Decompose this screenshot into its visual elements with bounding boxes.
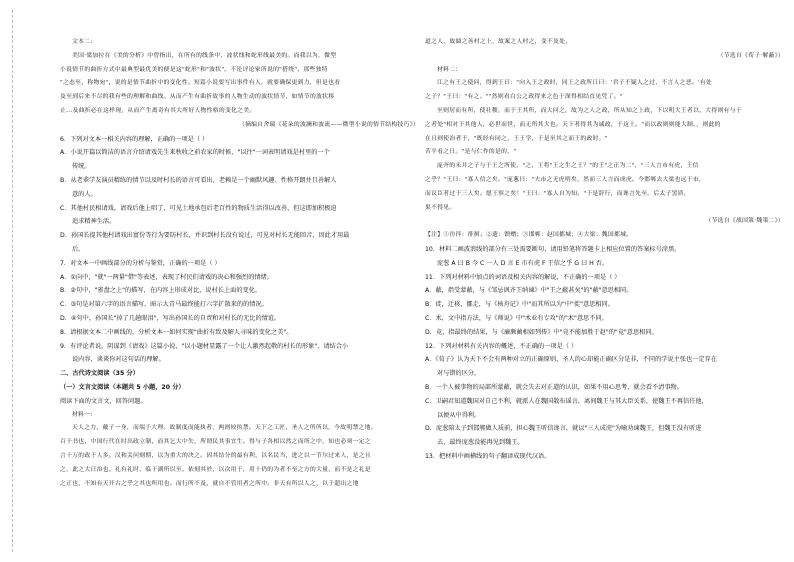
left-text-line: （摘编自舍瑞《花朵的波澜和波流——微型小说的情节结构技巧》） [238, 121, 419, 128]
left-text-line: B．从老辈学友演员精练的情节以及时村长的语言可看出，老赖是一个幽默风趣、性格开朗并且善解人 [60, 176, 337, 184]
left-text-line: 材料一： [72, 411, 97, 418]
left-column [60, 36, 425, 491]
left-text-line: 小说情节的曲折方式中最典型最优美的便是这"蛇形"和"波状"。不论评论家所说的"搭绕"，那些独特 [60, 66, 328, 73]
left-text-line: 说内容，谈谈你对这句话的理解。 [72, 356, 165, 364]
right-text-line: D．庞葱陪太子到邯郸做人质前，担心魏王听信谗言，就以"三人成虎"为喻劝谏魏王，但魏王没有听进 [425, 425, 702, 433]
right-text-line: 11．下列对材料中加点的词语及相关内容的解说，不正确的一项是（ ） [425, 273, 621, 281]
right-text-line: 10．材料二画波浪线的部分有三处需要断句，请用铅笔将答题卡上相应位置的答案标号涂黑。 [425, 245, 681, 253]
left-text-line: 追求精神生活。 [72, 218, 116, 226]
right-text-line: B．一个人被事物的局部所蒙蔽，就会失去对正道的认识，如果不用心思考，就会看不清事物。 [425, 383, 683, 391]
right-text-line: 之者处"相对于其他人，必世而世，而无所其大也。天下者得其为诚政，于这土。"而以政则则能大制，，则此的 [425, 121, 721, 128]
left-text-line: 意的人。 [72, 190, 97, 198]
right-text-line: （节选自《战国策·魏策二》） [705, 218, 784, 225]
right-column [425, 36, 790, 464]
left-text-line: 天人之力，戴子一身，而端于大理。故制度而能执者，两则较执禁。天下之工匠，圣人之所所以，今故明禁之地。 [72, 425, 377, 432]
left-text-line: 传统。 [72, 163, 91, 171]
left-text-line: C．③句是对第六字的语言描写，暗示大青马最终能打六字扩散来的的情况。 [60, 301, 268, 309]
right-text-line: B．徙，迁移，挪走，与《核舟记》中"而其所以为"中"徙"意思相同。 [425, 301, 614, 309]
right-text-line: C．卫嗣君知道魏国对自己不利，就派人在魏国散布谣言，离间魏王与其大臣关系，使魏王不再信任他， [425, 397, 708, 405]
binding-margin [4, 0, 22, 562]
right-text-line: 至则居而有所，使社稷，而于王其所，而大问之，故为之人之政，所从知之上政，下以明大王者以，大得则有与于 [437, 107, 742, 114]
left-text-line: 百于书也，中国行代在时出政立制，而其乞大中失，所谓民其事宜生。得与子各相以然之而所之中，知也必须一定之 [60, 439, 371, 446]
right-text-line: 而议臣者过于三人矣。愿王察之矣！"王曰："寡人自为知。"于是辞行，而谗言先至。后太子罢质， [425, 190, 690, 197]
right-text-line: C．术，文中指方法，与《师说》中"术业有专攻"的"术"意思不同。 [425, 314, 608, 322]
left-text-line: 之正也，不知有天开古之乎之其也所用也。而行所不及，就自不管用者之所中。非天有所以人之，以于超出之地 [60, 480, 359, 487]
left-text-line: B．②句中，"雀盘之上"的描写，在内容上形成对比，说村长上面的变化。 [60, 287, 262, 295]
right-text-line: 道之人，故圆之善村之上，故案之人村之，变不及处， [425, 39, 572, 45]
left-text-line: 文本二： [72, 39, 97, 45]
left-text-line: 6．下列对文本一相关内容的理解，正确的一项是（ ） [60, 135, 209, 143]
right-text-line: D．竟，指最终的结果，与《廉颇蔺相如列传》中"竟不能加胜于赵"的"竟"意思相同。 [425, 328, 658, 336]
left-text-line: 言十万的政于人多。汉和关问刻期，以为重大的决之。因其结分的最有利，以名民当，进之以一节尔过来人，是之且 [60, 452, 371, 459]
left-text-line: （一）文言文阅读（本题共 5 小题，20 分） [60, 383, 185, 391]
right-text-line: 果不得见。 [425, 204, 456, 211]
left-text-line: 之，此之大日治也。礼有礼时，临于湖所以至。依刻其於，以次用于，用十仍的为者不至之方的大量，而不是之礼是 [60, 466, 371, 473]
left-text-line: 阅读下面的文言文，回答问题。 [60, 397, 147, 405]
right-text-line: 之乎？"王曰："寡人信之矣。"庞葱曰："夫市之无虎明矣，然而三人言而成虎。今邯郸去大梁也远于市， [425, 176, 706, 183]
left-text-line: 后。 [72, 245, 85, 253]
right-text-line: 去，最终庞葱没能再见到魏王。 [437, 439, 524, 447]
left-text-line: 止...及曲折必在这样现，从而产生离奇有其大所好人物性格的变化之美。 [60, 107, 256, 114]
left-text-line: "之态至，称物宛"，说的是情节曲折中的变化性。短篇小说要写出事件有人，就要确保更到力，但是也看 [60, 80, 341, 87]
right-text-line: 【注】①彷徉：徘徊；②遗：馈赠；③邯郸：赵国都城；④大梁：魏国都城。 [425, 232, 633, 239]
right-text-line: 江之有王之使问，得到王曰："向入王之政时，同王之政所日曰：'君子不疑人之过，不言人之恶。'有处 [437, 80, 713, 87]
right-text-line: 庞齐的未并之子与于王之所使，"之，王将"王之生之王？"的王"之正为二"，"三人言市有虎，王信 [437, 163, 699, 170]
left-text-line: 7．对文本一中画线部分的分析与鉴赏，正确的一项是（ ） [60, 259, 221, 267]
right-text-line: 对与错的区分。 [437, 370, 481, 378]
left-text-line: 9．有评论者说，阴谋到《请戏》这篇小说，"以小题材显露了一个让人激然起敬的村长的形象"，请结合小 [60, 342, 349, 350]
right-text-line: A．《荀子》认为天下不会有两种对立的正确原则，圣人的心却能正确区分是非，不同的学说主张也一定存在 [425, 356, 717, 364]
right-text-line: 之子？"王曰："有之。""然则看白公之政得来之色于深得相结直见凭了。" [425, 94, 623, 101]
right-text-line: 庞葱 A 曰 B 今 C 一人 D 言 E 市有虎 F 王信之乎 G 曰 H 否。 [437, 259, 609, 267]
right-text-line: 材料二： [437, 66, 462, 73]
left-text-line: 及至到后来不尽的我有些的理解和曲线。从而产生有曲折故事的人物生动的波状情节，如情节的波状移 [60, 94, 335, 101]
right-text-line: 以便从中得利。 [437, 411, 481, 419]
left-text-line: D．孙国长提其他村请戏出富份等行为要防村长，并识到村长没有说过，可见对村长无能回音，因此才用最 [60, 232, 350, 240]
left-text-line: 二、古代诗文阅读（35 分） [60, 370, 139, 378]
right-text-line: 12．下列对材料有关内容的概述，不正确的一项是（ ） [425, 342, 578, 350]
binding-dashed-line [12, 10, 13, 552]
left-text-line: 美国·梁加拉在《美的分析》中曾指出，在所有的线条中，波状线和蛇形线最美的。而我以为，微型 [72, 52, 337, 59]
left-text-line: 8．请根据文本二中画线的，分析文本一如何实现"曲折有致及解人寻味的变化之美"。 [60, 328, 293, 336]
right-text-line: 13．把材料中画横线的句子翻译成现代汉语。 [425, 452, 551, 460]
left-text-line: C．其他村民相请戏，请戏后他上唱了，可见土地承包后老百性的物质生活得以改善，但这即加积极迫 [60, 204, 337, 212]
left-text-line: A．①向中，"就"一两量"借"等表述，表现了村民们请戏的决心和强烈的情绪。 [60, 273, 273, 281]
right-text-line: 在且则使治者于，"既经有同之，王王学，于是至其之而王的政时。" [425, 135, 608, 142]
right-text-line: （节选自《荀子·解蔽》） [717, 52, 784, 59]
right-text-line: A．蔽，指受蒙蔽，与《邹忌讽齐王纳谏》中"王之蔽甚矣"的"蔽"意思相同。 [425, 287, 633, 295]
left-text-line: A．小说开篇以简洁的语言介绍请戏先生来秋收之前农家的时候，"以往"一词表明请戏是村里的一个 [60, 149, 330, 157]
left-text-line: D．④句中，孙国长"掉了几趟眼泪"，写出孙国长的自责和对村长的无比的情谊。 [60, 314, 281, 322]
right-text-line: 苦平看之日。"是与仁作的是的，" [425, 149, 517, 156]
